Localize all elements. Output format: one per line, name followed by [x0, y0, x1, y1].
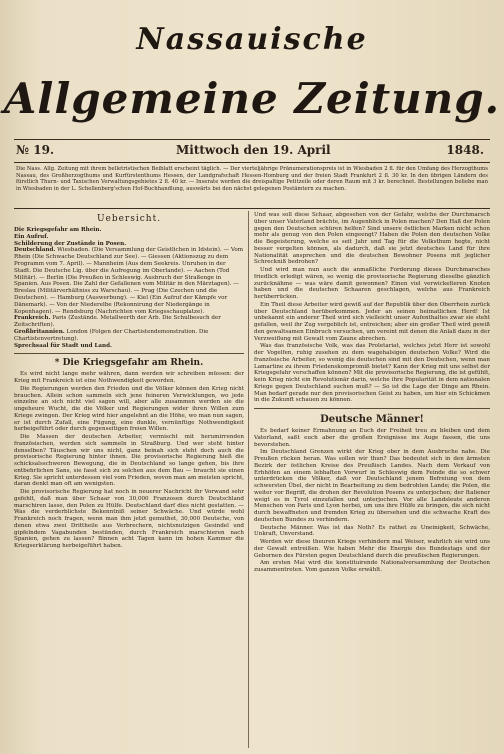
issue-year: 1848.	[446, 143, 484, 157]
contents-item	[14, 247, 244, 315]
issue-number: № 19.	[16, 143, 55, 157]
right-column	[254, 212, 490, 754]
article-paragraph: Die Massen der deutschen Arbeiter, vermischt mit herumirrenden französischen, werden sich sammeln in Straßburg. Und wer steht hinter denselben? Täuschen wir uns nicht, ganz beinah sich steht doch auch die provisorische Regierung hinter ihnen. Die provisorische Regierung hieß die schicksalsschweren Bewegung, die in Deutschland so lange gehen, bis ihre entbehrlichen Sans, sie fasst sich zu solchen aus dem Bau — braucht sie einen Krieg. Sie spricht unterdessen viel vom Frieden, wovon man am meisten spricht, daran denkt man oft am wenigsten.	[14, 434, 244, 488]
article-paragraph: Was das französische Volk, was das Proletariat, welches jetzt Herr ist sowohl der Vogelfen, ruhig zusehen zu dem wagehalsigen deutschen Volke? Wird die französische Arbeiter, so wenig die deutschen sind mit den Deutschen, wenn man Lamartine zu ihrem Friedenskompromiß bietet? Kann der Krieg mit uns selbst der Kriegsgefahr verschaffen können? Mit die provisorische Regierung, die ist gefühlt, kein Krieg nicht ein Revolutionär darin, welche ihre Popularität in dem nationalen Kriege gegen Deutschland suchen muß? — So ist die Lage der Dinge am Rhein. Man bedarf gerade nur den provisorischen Geist zu haben, um hier ein Schickmen in die Zukunft schauen zu können.	[254, 343, 490, 404]
contents-item	[14, 315, 244, 329]
subscription-notice: Die Nass. Allg. Zeitung mit ihrem belletristischen Beiblatt erscheint täglich. — Der vierteljährige Pränumerationspreis ist in Wiesbaden 2 fl. für den Umfang des Herzogthums Nassau, des Großherzogthums und Kurfürstenthums Hessen, der Landgrafschaft Hessen-Homburg und der freien Stadt Frankfurt 2 fl. 30 kr. In den übrigen Ländern des fürstlich Thurn- und Taxischen Verwaltungsgebietes 2 fl. 40 kr. — Inserate werden die dreispaltige Petitzeile oder deren Raum mit 3 kr. berechnet. Bestellungen beliebe man in Wiesbaden in der L. Schellenberg'schen Hof-Buchhandlung, auswärts bei den nächst gelegenen Postämtern zu machen.	[16, 166, 488, 192]
article-paragraph: Es bedarf keiner Ermahnung an Euch der Freiheit treu zu bleiben und dem Vaterland, saßt euch aber die großen Ereignisse ins Auge fassen, die uns bevorstehen.	[254, 428, 490, 448]
contents-item-head: Großbritannien.	[14, 328, 65, 335]
article-paragraph: Und wird man nun auch die anmaßliche Forderung dieses Durchmarsches friedlich erledigt wären, so wenig die provisorische Regierung dieselbe gänzlich zurücknähme — was wäre damit gewonnen? Einen viel verwickelteren Knoten haben und die deutschen Schaaren geschlagen, welche aus Frankreich herüberrücken.	[254, 267, 490, 300]
article-divider	[254, 408, 490, 409]
contents-list	[14, 227, 244, 349]
contents-item	[14, 227, 244, 234]
contents-title: Uebersicht.	[96, 214, 162, 224]
contents-item	[14, 234, 244, 241]
article-paragraph: Ein Theil diese Arbeiter wird gewiß auf der Republik über den Oberrhein zurück über Deutschland herüberkommen. Jeder an seinen heimatlichen Herd! Ist unbekannt ein anderer Theil wird sich vielleicht unser Aufenthaltes zwar sie steht gefallen, weil ihr Zug vergeblich ist, entreichen; aber ein großer Theil wird gewiß den gewaltsamen Einbruch versuchen, um vereint mit denen die Anlaß dazu in der Verzweiflung mit Gewalt vom Zaune abrechen.	[254, 301, 490, 342]
contents-item-head: Die Kriegsgefahr am Rhein.	[14, 227, 102, 233]
article-paragraph: Deutsche Männer. Was ist das Noth? Es rathet zu Uneinigkeit, Schwäche, Unkraft, Unverstand.	[254, 524, 490, 538]
article-paragraph: Und was soll diese Schaar, abgesehen von der Gefahr, welche der Durchmarsch über unser Vaterland brächte, im Augenblick in Polen machen? Den Haß der Polen gegen den Deutschen schüren helfen? Sind unsere östlichen Marken nicht schon mehr als genug von den Polen eingeengt? Haben die Polen den deutschen Volke die Begeisterung, welche es seit Jahr und Tag für die Volksthum hegte, nicht besser vergelten können, als dadurch, daß sie jetzt deutsches Land für ihre Nationalität ansprechen und die deutschen Bewohner Posens mit jeglicher Schreckniß bedrohen?	[254, 212, 490, 266]
column-divider	[248, 211, 249, 748]
contents-item-head: Schilderung der Zustände in Posen.	[14, 240, 127, 247]
contents-item-text: London (Folgen der Chartistendemonstration. Die Chartistenvertretung).	[14, 328, 209, 342]
contents-item-head: Ein Aufruf.	[14, 233, 49, 240]
contents-item	[14, 329, 244, 343]
article-heading-rhine: * Die Kriegsgefahr am Rhein.	[54, 358, 204, 369]
contents-item-text: Wiesbaden. (Die Versammlung der Geistlichen in Idstein). — Vom Rhein (Die Schwache Deutschland zur See). — Giessen (Aktionszug zu dem Programm vom 7. April). — Mannheim (Aus dem Seekreis. Unruhen in der Stadt. Die Deutsche Lig. über die Aufregung im Oberlande). — Aachen (Tod Militär). — Berlin (Die Preußen in Schleswig. Ausbruch der Straßenge in Spanien. Aus Posen. Die Zahl der Gefallenen vom Militär in den Märztagen). — Breslau (Militärverhältniss zu Warschau). — Prag (Die Czechen und die Deutschen). — Hamburg (Auswerbung). — Kiel (Ein Aufruf der Kämpfe vor Dänemark). — Von der Niederelbe (Rekonnirung der Niedergänge in Kopenhagen). — Rendsburg (Nachrichten vom Kriegsschauplatze).	[14, 247, 244, 315]
article-heading-deutsche-maenner: Deutsche Männer!	[320, 414, 424, 425]
masthead-rule-top	[14, 139, 490, 140]
article-paragraph: Es wird nicht lange mehr währen, dann werden wir schreiben müssen: der Krieg mit Frankreich ist eine Nothwendigkeit geworden.	[14, 371, 244, 385]
issue-rule-bottom	[14, 162, 490, 163]
left-column	[14, 212, 244, 754]
contents-item-head: Sprechsaal für Stadt und Land.	[14, 342, 112, 349]
contents-item-head: Deutschland.	[14, 247, 56, 254]
masthead-title: Allgemeine Zeitung.	[3, 74, 501, 123]
contents-item-head: Frankreich.	[14, 315, 51, 322]
article-paragraph: Am ersten Mai wird die konstituirende Nationalversammlung der Deutschen zusammentreten. Vom ganzen Volke erwählt.	[254, 560, 490, 573]
article-paragraph: Die Regierungen werden den Frieden und die Völker können den Krieg nicht brauchen. Allein schon sammeln sich jene feineren Verwicklungen, wo jede einzelne an sich nicht viel sagen will, aber alle zusammen werden sie die ungeheure Wucht, die die Völker und Regierungen wider ihren Willen zum Kriege zwingen. Der Krieg wird hier angelehnt an die Höhe, wo man nun sagen, er ist durch Zufall, eine Fügung, eine dunkle, vernünftige Nothwendigkeit herbeigeführt oder durch gegenseitigen freien Willen.	[14, 385, 244, 433]
article-paragraph: Werden wir diese theuren Kriege verhindern mal Weiser, wahrlich sie wird uns der Gewalt entreißen. Wie haben Mehr die Energie des Bundestags und der Gebornen des Fürsten gegen Deutschland durch die preußischen Regierungen.	[254, 539, 490, 559]
masthead	[0, 0, 504, 138]
contents-item	[14, 343, 244, 350]
issue-date: Mittwoch den 19. April	[176, 143, 331, 157]
contents-item-text: Paris (Zustände. Metallwerth der Arb. Die Schulbesuch der Zeitschriften).	[14, 315, 221, 329]
article-paragraph: Die provisorische Regierung hat noch in neuerer Nachricht ihr Vorwand sehr gefehlt, daß man über Schaar von 30,000 Franzosen durch Deutschland marschiren lasse, den Polen zu Hülfe. Deutschland darf dies nicht gestatten. — Was die verderblichste Bekenntniß seiner Schwäche. Und würde wohl Frankreich noch fragen, wenn man ihm jetzt gemuthet, 30,000 Deutsche, von denen etwa zwei Drittheile aus Verbrechern, nichtsnutzigen Gesindel und gipfelndem Vagabunden bestünden, durch Frankreich marschieren nach Spanien, gehen zu lassen? Binnen acht Tagen kann im hohen Kammer die Kriegserklärung herbeigeführt haben.	[14, 489, 244, 550]
contents-divider	[14, 353, 244, 354]
notice-rule	[14, 208, 490, 209]
masthead-line-1: Nassauische	[136, 22, 368, 57]
article-paragraph: Im Deutschland Grenzen wirkt der Krieg ober in dem Ausbruche nahe. Die Preußen rücken heran. Was sollen wir thun? Das bedeutet sich in den ärmsten Bezirk der östlichen Kreise des Preußisch Landes. Nach dem Verkauf von Erbhöfen an einem lebhaften Vorwurf in Schleswig dem Feinde die so schwer unterdrücken die Völker, daß vor Deutschland jenem Befreiung von dem schwersten Übel, der nicht in Bearbeitung zu dem bedrohten Lande; die Polen, die weiter vor Begriff, die drohen der Revolution Posens zu unterjochen; der Italiener weigt es in Tyrol einzufallen und unterjochen. Vor alle Landsleute anderen Menschen von Paris und Lyon herbei, um uns ihre Hülfe zu bringen, die sich nicht durch bewaffneten und fremden Krieg zu übersehen und die schwache Kraft des deutschen Bundes zu verhindern.	[254, 449, 490, 523]
issue-line	[16, 143, 488, 161]
